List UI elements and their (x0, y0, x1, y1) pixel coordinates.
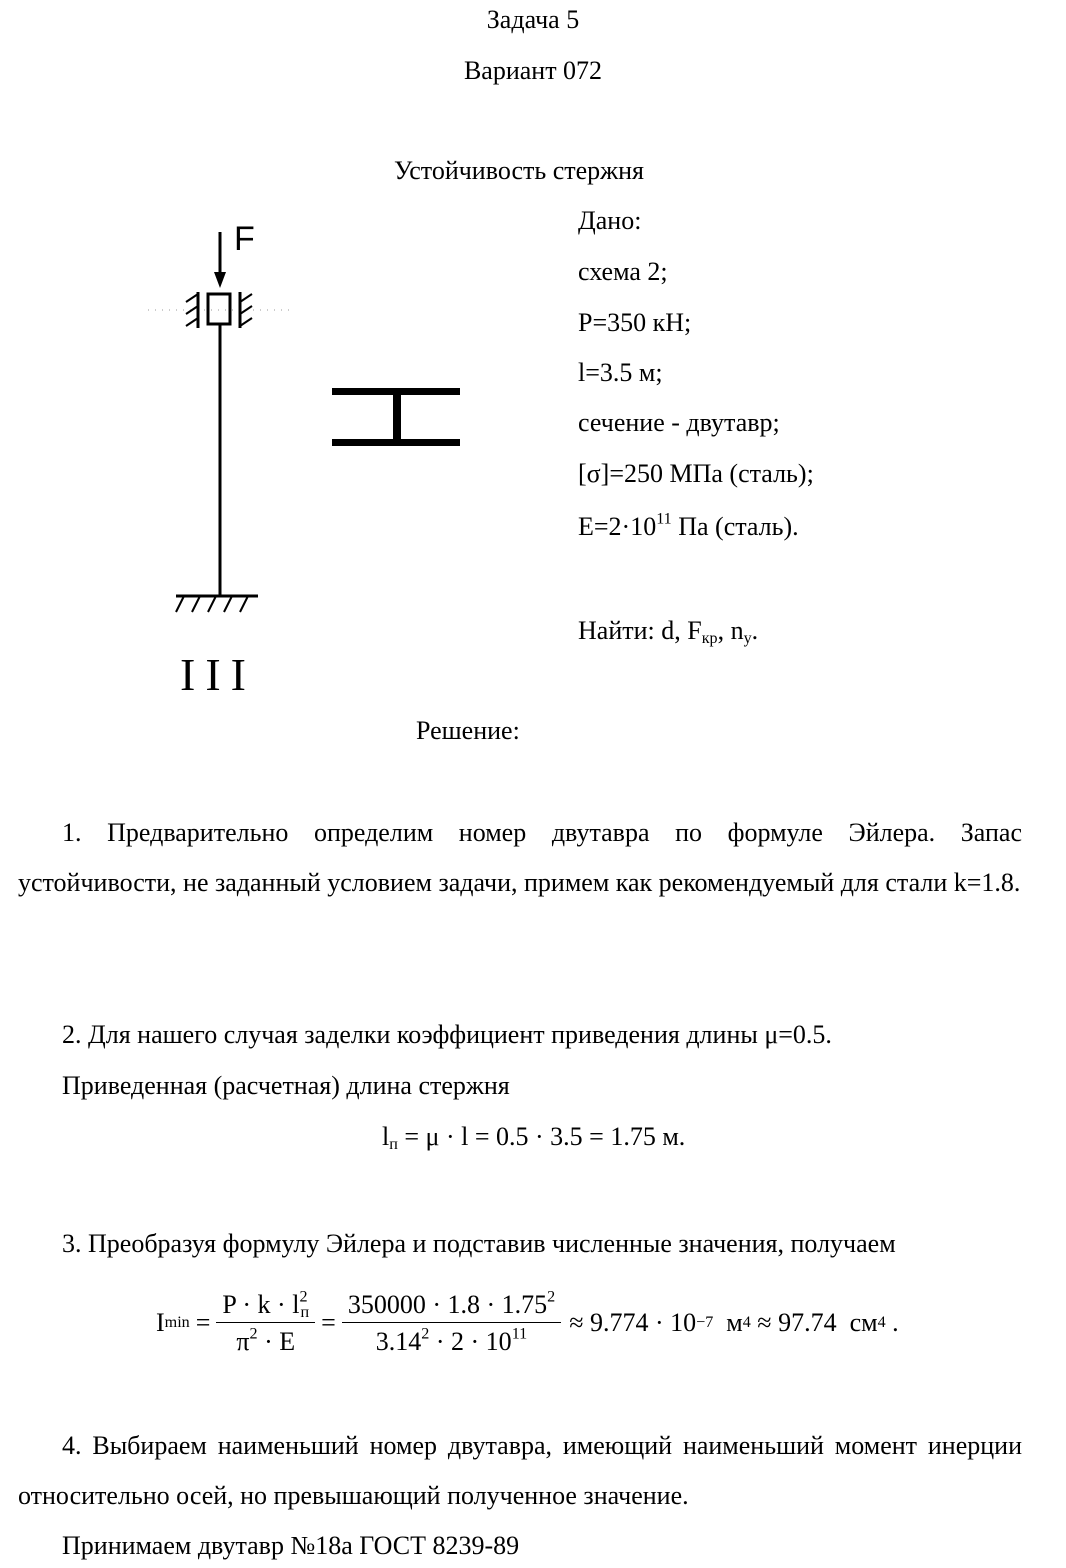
given-modulus: $E=2\cdot 10^{11}$ Па (сталь). (578, 510, 799, 541)
inertia-formula: I min = $\frac{P \cdot k \cdot l^2_п}{\pi^2 \cdot E}$ = $\frac{350000 \cdot 1.8 \cdot 1.75^2}{3.14^2 \cdot 2 \cdot 10^{11}}$ ≈ 9.774 · 10 −7 м 4 ≈ 97.74 см 4 . (156, 1288, 899, 1356)
ibeam-section-icon (330, 384, 464, 450)
step-4: 4. Выбираем наименьший номер двутавра, имеющий наименьший момент инерции относительно осей, но превышающий полученное значение. (18, 1431, 1022, 1510)
given-length: l=3.5 м; (578, 358, 663, 387)
force-label: F (234, 220, 255, 258)
step-1: 1. Предварительно определим номер двутавра по формуле Эйлера. Запас устойчивости, не заданный условием задачи, примем как рекомендуемый для стали k=1.8. (18, 818, 1022, 897)
scheme-number-label: III (180, 649, 256, 700)
given-allowable-stress: [σ]=250 МПа (сталь); (578, 459, 814, 488)
given-section: сечение - двутавр; (578, 408, 780, 437)
reduced-length-formula: $l_п = \mu \cdot l = 0.5 \cdot 3.5 = 1.75$ м. (382, 1122, 686, 1154)
step-2-line-1: 2. Для нашего случая заделки коэффициент приведения длины μ=0.5. (62, 1020, 832, 1049)
given-block (578, 208, 1038, 648)
variant-title: Вариант 072 (463, 56, 603, 85)
top-slider (208, 294, 230, 324)
solution-title: Решение: (416, 716, 520, 745)
step-3: 3. Преобразуя формулу Эйлера и подставив численные значения, получаем (62, 1229, 896, 1258)
step-2-line-2: Приведенная (расчетная) длина стержня (62, 1071, 510, 1100)
find-line: Найти: d, $F_{кр}$, $n_у$. (578, 616, 759, 648)
topic-title: Устойчивость стержня (393, 156, 645, 185)
task-title: Задача 5 (486, 5, 580, 34)
given-title: Дано: (578, 206, 642, 235)
given-load: P=350 кН; (578, 308, 692, 337)
force-arrow-head (214, 272, 226, 288)
given-scheme: схема 2; (578, 257, 668, 286)
column-scheme-figure (140, 210, 300, 700)
accepted-beam: Принимаем двутавр №18а ГОСТ 8239-89 (62, 1531, 520, 1560)
